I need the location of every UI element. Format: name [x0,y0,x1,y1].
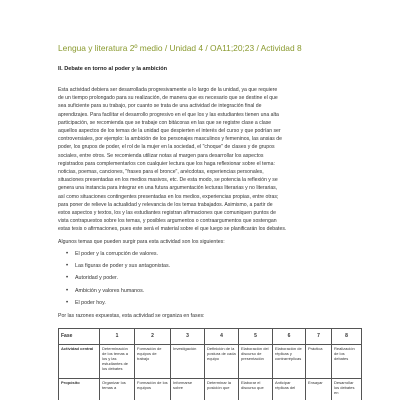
table-cell: Formación de los equipos [135,379,171,400]
table-cell: Práctica [306,345,332,379]
section-title: II. Debate en torno al poder y la ambición [58,66,168,72]
header-cell: 8 [332,329,362,345]
bullet-icon: • [66,251,69,257]
paragraph-line: genera una instancia para integrar en una futura argumentación lecturas literarias y no literarias, [58,185,278,192]
list-item [58,285,170,297]
table-row [59,379,362,400]
paragraph-line: aquellos aspectos de los temas de la unidad que despierten el interés del curso y que podrían ser [58,128,281,135]
row-label: Actividad central [59,345,100,379]
document-header: Lengua y literatura 2º medio / Unidad 4 / OA11;20;23 / Actividad 8 [58,43,302,53]
header-cell: 7 [306,329,332,345]
paragraph-line: así como situaciones contingentes presentadas en los medios, experiencias propias, entre otras; [58,193,279,200]
paragraph-line: controversiales, por ejemplo: la ambición de los personajes masculinos y femeninos, las ansias de [58,136,283,143]
paragraph-line: situaciones presentadas en los medios masivos, etc. De esta modo, se potencia la reflexión y se [58,177,278,184]
header-cell: 2 [135,329,171,345]
topic-text: El poder hoy. [75,299,106,306]
paragraph-line: noticias, poemas, canciones, "frases para el bronce", anécdotas, experiencias personales, [58,169,264,176]
list-item [58,248,170,260]
bullet-icon: • [66,263,69,270]
topic-text: El poder y la corrupción de valores. [75,251,159,257]
header-cell: 6 [273,329,306,345]
topic-text: Ambición y valores humanos. [75,287,145,294]
list-item [58,297,170,309]
paragraph-line: sea suficiente para su trabajo, por cuanto se trata de una actividad de integración final de [58,103,262,110]
table-cell: Investigación [171,345,205,379]
topic-text: Las figuras de poder y sus antagonistas. [75,263,171,270]
phases-lead: Por las razones expuestas, esta actividad se organiza en fases: [58,313,205,319]
bullet-icon: • [66,287,69,294]
intro-paragraph [58,86,345,234]
table-cell: Ensayar [306,379,332,400]
header-cell: 3 [171,329,205,345]
table-cell: Determinar la posición que [205,379,239,400]
bullet-icon: • [66,299,69,306]
paragraph-line: para poner de relieve la actualidad y relevancia de los temas trabajados. Asimismo, a partir de [58,201,273,208]
paragraph-line: estos aspectos y textos, los y las estudiantes registran afirmaciones que comuniquen puntos de [58,210,277,217]
header-cell: 1 [100,329,135,345]
list-item [58,272,170,284]
table-cell: Elaboración del discurso de presentación [239,345,273,379]
table-cell: Informarse sobre [171,379,205,400]
header-cell: Fase [59,329,100,345]
table-cell: Formación de equipos de trabajo [135,345,171,379]
table-cell: Determinación de los temas a los y las estudiantes de los debates [100,345,135,379]
list-item [58,260,170,272]
table-cell: Realización de los debates [332,345,362,379]
table-cell: Elaborar el discurso que [239,379,273,400]
table-header-row [59,329,362,345]
paragraph-line: estas tesis o afirmaciones, pues este será el material sobre el que luego se planificarán los debates. [58,226,287,233]
paragraph-line: aprendizajes. Para facilitar el desarrollo progresivo en el que los y las estudiantes tienen una alta [58,111,279,118]
topic-text: Autoridad y poder. [75,275,118,282]
table-cell: Definición de la postura de cada equipo [205,345,239,379]
phases-table [58,328,362,400]
paragraph-line: de un tiempo prolongado para su realización, de manera que es necesario que se destine el que [58,95,278,102]
paragraph-line: vista contrapuestos sobre los temas, y posibles argumentos o contraargumentos que sostengan [58,218,277,225]
paragraph-line: sociales, entre otros. Se recomienda utilizar notas al margen para desarrollar los aspectos [58,152,264,159]
bullet-icon: • [66,275,69,282]
table-cell: Desarrollar los debates en [332,379,362,400]
table-cell: Elaboración de réplicas y contrarréplicas [273,345,306,379]
table-cell: Organizar los temas a [100,379,135,400]
paragraph-line: Esta actividad debiera ser desarrollada progresivamente a lo largo de la unidad, ya que requiere [58,87,278,93]
paragraph-line: registrados para complementarlos con cualquier lectura que los haga reflexionar sobre el tema: [58,160,275,167]
table-row [59,345,362,379]
row-label: Propósito [59,379,100,400]
header-cell: 4 [205,329,239,345]
topics-lead: Algunos temas que pueden surgir para esta actividad son los siguientes: [58,239,225,245]
header-cell: 5 [239,329,273,345]
topics-list [58,248,170,309]
paragraph-line: poder, los grupos de poder, el rol de la mujer en la sociedad, el "choque" de clases y de grupos [58,144,275,151]
paragraph-line: participación, se recomienda que se trabaje con bitácoras en las que se registre clase a clase [58,119,272,126]
table-cell: Anticipar réplicas del [273,379,306,400]
